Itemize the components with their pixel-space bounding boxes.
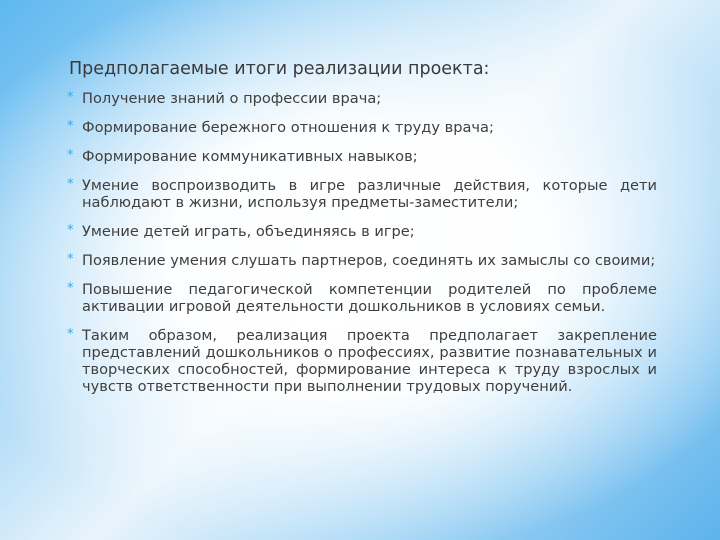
bullet-item <box>69 119 657 136</box>
bullet-text: Появление умения слушать партнеров, соединять их замыслы со своими; <box>82 252 656 269</box>
asterisk-icon: * <box>67 177 74 192</box>
bullet-text: Формирование коммуникативных навыков; <box>82 148 418 165</box>
bullet-item <box>69 148 657 165</box>
asterisk-icon: * <box>67 281 74 296</box>
bullet-item <box>69 252 657 269</box>
asterisk-icon: * <box>67 119 74 134</box>
asterisk-icon: * <box>67 327 74 342</box>
bullet-text: Формирование бережного отношения к труду врача; <box>82 119 494 136</box>
bullet-item <box>69 177 657 211</box>
bullet-text: Получение знаний о профессии врача; <box>82 90 382 107</box>
bullet-text: Умение воспроизводить в игре различные действия, которые дети наблюдают в жизни, используя предметы-заместители; <box>82 177 657 211</box>
bullet-list <box>69 90 657 395</box>
bullet-item <box>69 327 657 395</box>
bullet-item <box>69 281 657 315</box>
asterisk-icon: * <box>67 252 74 267</box>
bullet-item <box>69 90 657 107</box>
asterisk-icon: * <box>67 148 74 163</box>
bullet-text: Таким образом, реализация проекта предполагает закрепление представлений дошкольников о профессиях, развитие познавательных и творческих способностей, формирование интереса к труду взрослых и чувств ответственности при выполнении трудовых поручений. <box>82 327 657 395</box>
bullet-item <box>69 223 657 240</box>
asterisk-icon: * <box>67 223 74 238</box>
bullet-text: Умение детей играть, объединяясь в игре; <box>82 223 415 240</box>
slide-content <box>69 58 657 407</box>
bullet-text: Повышение педагогической компетенции родителей по проблеме активации игровой деятельности дошкольников в условиях семьи. <box>82 281 657 315</box>
slide-title: Предполагаемые итоги реализации проекта: <box>69 59 490 79</box>
asterisk-icon: * <box>67 90 74 105</box>
